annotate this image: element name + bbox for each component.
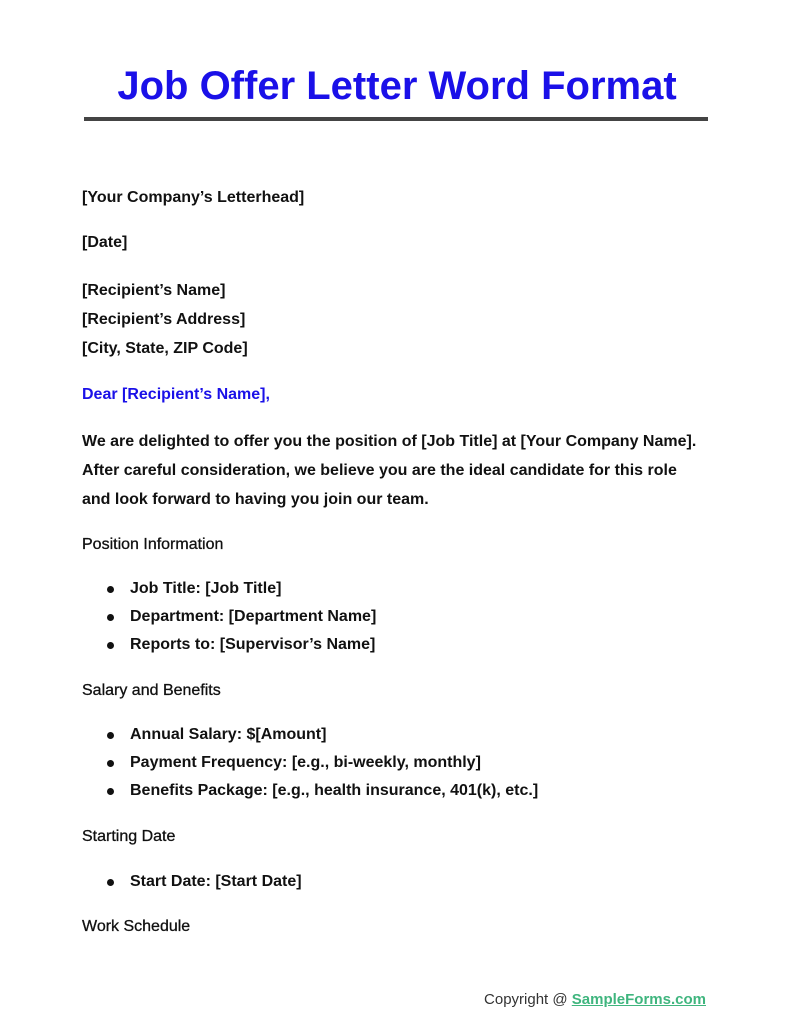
copyright-prefix: Copyright @ (484, 991, 572, 1008)
section-salary-and-benefits (82, 679, 712, 805)
list-item: Reports to: [Supervisor’s Name] (82, 631, 712, 659)
greeting: Dear [Recipient’s Name], (82, 386, 270, 403)
section-heading: Work Schedule (82, 918, 191, 935)
bullet-icon (107, 614, 114, 621)
section-heading: Salary and Benefits (82, 682, 221, 699)
intro-paragraph (82, 427, 712, 514)
list-item: Job Title: [Job Title] (82, 575, 712, 603)
list-item: Department: [Department Name] (82, 603, 712, 631)
brand-link[interactable]: SampleForms.com (571, 991, 706, 1008)
list-item: Payment Frequency: [e.g., bi-weekly, monthly] (82, 749, 712, 777)
list-item: Annual Salary: $[Amount] (82, 721, 712, 749)
bullet-icon (107, 586, 114, 593)
section-work-schedule (82, 915, 712, 939)
bullet-icon (107, 642, 114, 649)
recipient-city-state-zip: [City, State, ZIP Code] (82, 340, 248, 357)
list-item: Start Date: [Start Date] (82, 868, 712, 896)
bullet-list (82, 575, 712, 659)
copyright-footer (484, 990, 706, 1010)
bullet-list (82, 868, 712, 896)
section-heading: Starting Date (82, 828, 176, 845)
date-placeholder: [Date] (82, 234, 128, 251)
intro-line: We are delighted to offer you the position of [Job Title] at [Your Company Name]. (82, 433, 697, 450)
bullet-icon (107, 879, 114, 886)
section-starting-date (82, 825, 712, 896)
recipient-name: [Recipient’s Name] (82, 282, 226, 299)
intro-line: After careful consideration, we believe you are the ideal candidate for this role (82, 462, 677, 479)
recipient-address: [Recipient’s Address] (82, 311, 246, 328)
recipient-block (82, 276, 712, 363)
intro-line: and look forward to having you join our team. (82, 491, 429, 508)
bullet-icon (107, 760, 114, 767)
section-position-information (82, 533, 712, 659)
letterhead-placeholder: [Your Company’s Letterhead] (82, 189, 305, 206)
title-divider (84, 117, 708, 121)
bullet-list (82, 721, 712, 805)
list-item: Benefits Package: [e.g., health insurance, 401(k), etc.] (82, 777, 712, 805)
bullet-icon (107, 732, 114, 739)
section-heading: Position Information (82, 536, 224, 553)
page-title: Job Offer Letter Word Format (117, 64, 677, 108)
letter-body (82, 186, 712, 939)
bullet-icon (107, 788, 114, 795)
